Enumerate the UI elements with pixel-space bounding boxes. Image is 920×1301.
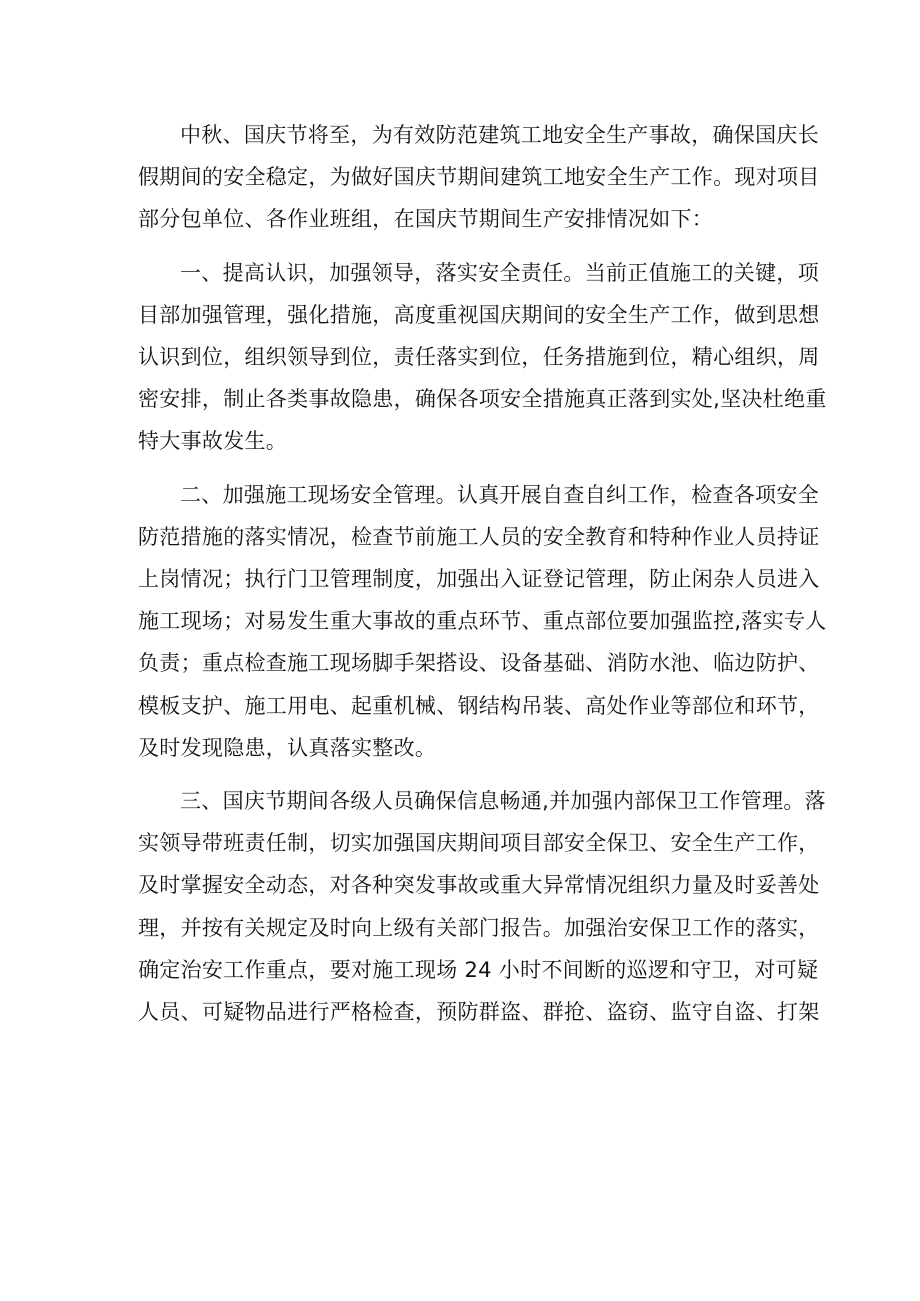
text-line: 人员、可疑物品进行严格检查，预防群盗、群抢、盗窃、监守自盗、打架 <box>138 1000 820 1025</box>
document-body <box>138 114 827 1044</box>
text-line: 部分包单位、各作业班组，在国庆节期间生产安排情况如下： <box>138 207 714 232</box>
paragraph-section-2 <box>138 474 827 769</box>
paragraph-section-1 <box>138 252 827 463</box>
text-line: 模板支护、施工用电、起重机械、钢结构吊装、高处作业等部位和环节， <box>138 693 820 718</box>
text-line: 施工现场；对易发生重大事故的重点环节、重点部位要加强监控,落实专人 <box>138 609 827 634</box>
text-line: 三、国庆节期间各级人员确保信息畅通,并加强内部保卫工作管理。落 <box>180 789 826 814</box>
text-line: 一、提高认识，加强领导，落实安全责任。当前正值施工的关键，项 <box>180 260 819 285</box>
text-line: 确定治安工作重点，要对施工现场 24 小时不间断的巡逻和守卫，对可疑 <box>138 957 819 982</box>
text-line: 负责；重点检查施工现场脚手架搭设、设备基础、消防水池、临边防护、 <box>138 651 820 676</box>
text-line: 上岗情况；执行门卫管理制度，加强出入证登记管理，防止闲杂人员进入 <box>138 567 820 592</box>
text-line: 假期间的安全稳定，为做好国庆节期间建筑工地安全生产工作。现对项目 <box>138 165 820 190</box>
text-line: 认识到位，组织领导到位，责任落实到位，任务措施到位，精心组织，周 <box>138 345 820 370</box>
text-line: 理，并按有关规定及时向上级有关部门报告。加强治安保卫工作的落实， <box>138 915 820 940</box>
text-line: 密安排，制止各类事故隐患，确保各项安全措施真正落到实处,坚决杜绝重 <box>138 387 827 412</box>
text-line: 特大事故发生。 <box>138 429 288 454</box>
text-line: 防范措施的落实情况，检查节前施工人员的安全教育和特种作业人员持证 <box>138 524 820 549</box>
paragraph-intro <box>138 114 820 241</box>
text-line: 及时发现隐患，认真落实整改。 <box>138 735 437 760</box>
text-line: 二、加强施工现场安全管理。认真开展自查自纠工作，检查各项安全 <box>180 482 819 507</box>
text-line: 中秋、国庆节将至，为有效防范建筑工地安全生产事故，确保国庆长 <box>180 123 819 147</box>
text-line: 及时掌握安全动态，对各种突发事故或重大异常情况组织力量及时妥善处 <box>138 873 820 898</box>
paragraph-section-3 <box>138 780 826 1033</box>
text-line: 目部加强管理，强化措施，高度重视国庆期间的安全生产工作，做到思想 <box>138 302 820 327</box>
text-line: 实领导带班责任制，切实加强国庆期间项目部安全保卫、安全生产工作， <box>138 831 820 856</box>
